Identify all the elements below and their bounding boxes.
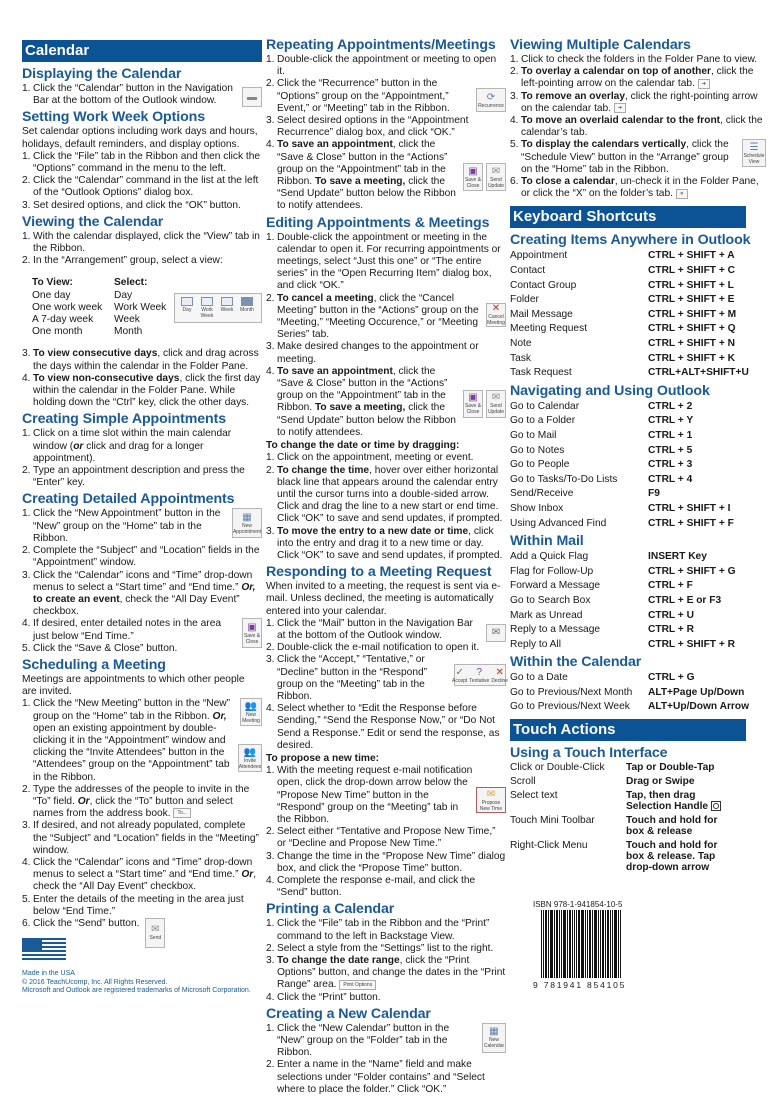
step: ✉ 1. Click the “Mail” button in the Navigation Bar at the bottom of the Outlook window. [266,618,506,642]
step: 2. Type an appointment description and press the “Enter” key. [22,465,245,489]
step: 2. Click the “Calendar” command in the list at the left of the “Outlook Options” dialog box. [22,175,259,199]
step: 1. Click the “File” tab in the Ribbon and the “Print” command to the left in Backstage View. [266,918,490,942]
respond-buttons [454,664,506,686]
steps-responding [266,618,506,752]
isbn-label: ISBN 978-1-941854-10-5 [533,900,623,909]
heading-displaying-calendar: Displaying the Calendar [22,66,182,82]
copyright: © 2016 TeachUcomp, Inc. All Rights Reserved. [22,978,168,986]
step: 6. Click the “Send” button. ✉ Send [22,918,262,948]
steps-viewing [22,231,262,268]
step: 4. Complete the response e-mail, and click the “Send” button. [266,875,476,899]
to-button-icon: To... [173,808,190,818]
steps-new-calendar [266,1023,506,1096]
step: 1. Click on a time slot within the main calendar window (or click and drag for a longer appointment). [22,428,232,464]
made-in-usa: Made in the USA [22,970,75,977]
step: 3. Change the time in the “Propose New Time” dialog box, and click the “Propose Time” button. [266,850,506,874]
send-update-icon: ✉ Send Update [486,163,506,191]
step: ✕ Cancel Meeting 2. To cancel a meeting, click the “Cancel Meeting” button in the “Actions” group on the “Meeting,” “Meeting Occurence,” or “Meeting Series” tab. [266,292,505,341]
step: 4. Click the “Print” button. [266,991,381,1003]
heading-responding: Responding to a Meeting Request [266,564,492,581]
step: ✉ Propose New Time 1. With the meeting request e-mail notification open, click the drop-down arrow below the “Propose New Time” button in the “Respond” group on the “Meeting” tab in the Ribbon. [266,765,506,826]
shortcuts-navigating: Go to Calendar CTRL + 2 Go to a Folder CTRL + Y Go to Mail CTRL + 1 Go to Notes CTRL + 5 Go to People CTRL + 3 Go to Tasks/To-Do Lists CTRL + 4 Send/Receive F9 Show Inbox CTRL + SHIFT + I Using Advanced Find CTRL + SHIFT + F [510,400,734,529]
step: 3. Set desired options, and click the “OK” button. [22,199,241,211]
step: 1. With the calendar displayed, click the “View” tab in the Ribbon. [22,230,260,255]
section-band-keyboard-shortcuts: Keyboard Shortcuts [510,206,746,228]
send-update-icon: ✉ Send Update [486,390,506,418]
steps-printing [266,918,506,1003]
invite-attendees-icon: 👥 Invite Attendees [238,744,262,772]
step: ▦ New Appointment 1. Click the “New Appointment” button in the “New” group on the “Home” tab in the Ribbon. [22,508,262,544]
step: 3. To view consecutive days, click and drag across the days within the calendar in the Folder Pane. [22,348,259,372]
footer [22,938,292,996]
step: ✓ Accept ? Tentative ✕ Decline 3. Click the “Accept,” “Tentative,” or “Decline” button in the “Respond” group on the “Meeting” tab in the Ribbon. [266,654,508,702]
save-close-icon: ▣ Save & Close [463,390,483,418]
step: 1. Double-click the appointment or meeting to open it. [266,54,497,78]
new-calendar-icon: ▦ New Calendar [482,1023,506,1053]
step: 2. Type the addresses of the people to invite in the “To” field. Or, click the “To” button and select names from the address book. To... [22,783,250,820]
step: 3. Make desired changes to the appointment or meeting. [266,341,479,365]
right-column [510,38,776,873]
heading-creating-items: Creating Items Anywhere in Outlook [510,232,751,249]
step: 3. Select desired options in the “Appointment Recurrence” dialog box, and click “OK.” [266,115,469,139]
step: ▦ New Calendar 1. Click the “New Calendar” button in the “New” group on the “Folder” tab in the Ribbon. [266,1022,505,1059]
propose-new-time-icon: ✉ Propose New Time [476,787,506,813]
step: ▣ Save & Close 4. If desired, enter detailed notes in the area just below “End Time.” [22,618,262,642]
meeting-intro: Meetings are appointments to which other people are invited. [22,673,245,698]
save-close-icon: ▣ Save & Close [242,618,262,648]
heading-viewing-calendar: Viewing the Calendar [22,213,164,230]
section-band-touch-actions: Touch Actions [510,719,746,741]
step: ⟳ Recurrence 2. Click the “Recurrence” button in the “Options” group on the “Appointment,” Event,” or “Meeting” tab in the Ribbon. [266,78,506,115]
accept-icon: ✓ Accept [452,666,468,684]
isbn-digits: 9 781941 854105 [533,980,627,990]
close-tab-icon: ✕ [676,189,688,199]
send-icon: ✉ Send [145,918,165,948]
step: 2. Select a style from the “Settings” list to the right. [266,942,494,954]
save-close-icon: ▣ Save & Close [463,163,483,191]
steps-propose [266,765,506,899]
step: 5. Enter the details of the meeting in the area just below “End Time.” [22,893,244,917]
recurrence-icon: ⟳ Recurrence [476,88,506,112]
day-view-icon: Day [177,296,197,320]
shortcuts-creating-items: Appointment CTRL + SHIFT + A Contact CTRL + SHIFT + C Contact Group CTRL + SHIFT + L Folder CTRL + SHIFT + E Mail Message CTRL + SHIFT + M Meeting Request CTRL + SHIFT + Q Note CTRL + SHIFT + N Task CTRL + SHIFT + K Task Request CTRL+ALT+SHIFT+U [510,250,749,379]
propose-heading: To propose a new time: [266,752,380,764]
selection-handle-icon [711,801,721,811]
steps-editing [266,232,506,439]
remove-overlay-arrow-icon: ➜ [614,103,626,113]
step: 2. Select either “Tentative and Propose New Time,” or “Decline and Propose New Time.” [266,826,496,850]
section-band-calendar: Calendar [22,40,262,62]
decline-icon: ✕ Decline [491,666,508,684]
step: 1. Double-click the appointment or meeting in the calendar to open it. For recurring appointments or meetings, select “Just this one” or “The entire series” in the “Open Recurring Item” dialog box, and click “OK.” [266,231,501,292]
heading-editing: Editing Appointments & Meetings [266,214,490,231]
heading-within-mail: Within Mail [510,533,584,550]
overlay-arrow-icon: ➜ [698,79,710,89]
steps-detailed [22,508,262,654]
trademark-notice: Microsoft and Outlook are registered trademarks of Microsoft Corporation. [22,987,251,995]
step: 4. To move an overlaid calendar to the front, click the calendar’s tab. [510,115,763,139]
tentative-icon: ? Tentative [469,666,490,684]
heading-within-calendar: Within the Calendar [510,654,642,671]
step: 3. To change the date range, click the “Print Options” button, and change the dates in the “Print Range” area. Print Options [266,955,506,991]
step: 👥 New Meeting 👥 Invite Attendees 1. Click the “New Meeting” button in the “New” group on the “Home” tab in the Ribbon. Or, open an existing appointment by double-clicking it in the “Appointment” window and clicking the “Invite Attendees” button in the “Attendees” group on the “Appointment” tab in the Ribbon. [22,698,262,783]
steps-work-week [22,151,262,212]
shortcuts-within-calendar: Go to a Date CTRL + G Go to Previous/Next Month ALT+Page Up/Down Go to Previous/Next Week ALT+Up/Down Arrow [510,672,750,713]
steps-displaying [22,83,262,107]
heading-printing: Printing a Calendar [266,901,395,918]
step: 2. To change the time, hover over either horizontal black line that appears around the calendar entry until the cursor turns into a double-sided arrow. Click and drag the line to a new start or end time. Click “OK” to save and send updates, if prompted. [266,464,503,525]
work-week-intro: Set calendar options including work days and hours, holidays, default reminders, and display options. [22,126,258,150]
responding-intro: When invited to a meeting, the request is sent via e-mail. Unless declined, the meeting is automatically entered into your calendar. [266,581,501,617]
touch-actions-table: Click or Double-Click Tap or Double-Tap Scroll Drag or Swipe Select text Tap, then drag Selection Handle Touch Mini Toolbar Touch and hold for box & release Right-Click Menu Touch and hold for box & release. Tap drop-down arrow [510,762,776,873]
usa-flag-icon [22,938,66,964]
heading-touch-interface: Using a Touch Interface [510,745,668,762]
step: ☰ Schedule View 5. To display the calendars vertically, click the “Schedule View” button in the “Arrange” group on the “Home” tab in the Ribbon. [510,139,765,175]
left-column [22,38,262,948]
step: 3. To move the entry to a new date or time, click into the entry and drag it to a new time or day. Click “OK” to save and send updates, if prompted. [266,525,503,561]
heading-work-week: Setting Work Week Options [22,109,206,126]
new-appointment-icon: ▦ New Appointment [232,508,262,538]
shortcuts-within-mail: Add a Quick Flag INSERT Key Flag for Follow-Up CTRL + SHIFT + G Forward a Message CTRL + F Go to Search Box CTRL + E or F3 Mark as Unread CTRL + U Reply to a Message CTRL + R Reply to All CTRL + SHIFT + R [510,551,736,650]
view-table: To View: Select: One day Day Day Work Week Week Month One work week Work Week A 7-day week Week One month Month [32,277,262,338]
month-view-icon: Month [237,296,257,320]
new-meeting-icon: 👥 New Meeting [240,698,262,726]
calendar-nav-icon: ▬ [242,87,262,107]
step: 2. In the “Arrangement” group, select a view: [22,255,223,267]
step: 4. To view non-consecutive days, click the first day within the calendar in the Folder Pane. While holding down the “Ctrl” key, click the other days. [22,372,261,409]
steps-meeting [22,698,262,948]
step: 1. Click to check the folders in the Folder Pane to view. [510,54,758,65]
step: 4. Select whether to “Edit the Response before Sending,” “Send the Response Now,” or “Do Not Send a Response.” Edit or send the response, as desired. [266,703,500,751]
heading-new-calendar: Creating a New Calendar [266,1005,431,1022]
steps-repeating [266,54,506,213]
steps-multiple [510,54,766,200]
step: 3. To remove an overlay, click the right-pointing arrow on the calendar tab. ➜ [510,90,758,114]
step: 2. Complete the “Subject” and “Location” fields in the “Appointment” window. [22,545,260,569]
drag-heading: To change the date or time by dragging: [266,440,460,452]
week-view-icon: Week [217,296,237,320]
step: ▬ 1. Click the “Calendar” button in the Navigation Bar at the bottom of the Outlook window. [22,83,262,107]
middle-column [266,38,506,1096]
step: 4. Click the “Calendar” icons and “Time” drop-down menus to select a “Start time” and “End time.” Or, check the “All Day Event” checkbox. [22,856,257,893]
barcode [541,910,643,978]
schedule-view-icon: ☰ Schedule View [742,139,766,167]
steps-viewing-cont [22,348,262,409]
isbn-block [533,900,643,991]
print-options-icon: Print Options [339,980,376,990]
heading-scheduling-meeting: Scheduling a Meeting [22,656,166,673]
step: 2. Double-click the e-mail notification to open it. [266,642,480,654]
heading-multiple-calendars: Viewing Multiple Calendars [510,37,691,53]
mail-nav-icon: ✉ [486,624,506,642]
step: 1. Click the “File” tab in the Ribbon and then click the “Options” command in the menu to the left. [22,150,261,175]
heading-simple-appointments: Creating Simple Appointments [22,411,226,428]
step: 3. If desired, and not already populated, complete the “Subject” and “Location” fields in the “Meeting” window. [22,820,259,856]
step: 3. Click the “Calendar” icons and “Time” drop-down menus to select a “Start time” and “End time.” Or, to create an event, check the “All Day Event” checkbox. [22,569,256,618]
step: ✉ Send Update ▣ Save & Close 4. To save an appointment, click the “Save & Close” button in the “Actions” group on the “Appointment” tab in the Ribbon. To save a meeting, click the “Send Update” button below the Ribbon to notify attendees. [266,365,505,438]
step: ✉ Send Update ▣ Save & Close 4. To save an appointment, click the “Save & Close” button in the “Actions” group on the “Appointment” tab in the Ribbon. To save a meeting, click the “Send Update” button below the Ribbon to notify attendees. [266,139,505,212]
arrangement-view-buttons [174,293,262,323]
step: 6. To close a calendar, un-check it in the Folder Pane, or click the “X” on the folder’s tab. ✕ [510,176,759,200]
heading-repeating: Repeating Appointments/Meetings [266,37,496,53]
step: 5. Click the “Save & Close” button. [22,642,178,654]
step: 1. Click on the appointment, meeting or event. [266,452,474,464]
heading-navigating: Navigating and Using Outlook [510,382,710,399]
steps-dragging [266,452,506,562]
work-week-view-icon: Work Week [197,296,217,320]
step: 2. Enter a name in the “Name” field and make selections under “Folder contains” and “Select where to place the folder.” Click “OK.” [266,1059,485,1095]
cancel-meeting-icon: ✕ Cancel Meeting [487,303,505,327]
steps-simple [22,428,262,489]
heading-detailed-appointments: Creating Detailed Appointments [22,491,235,508]
step: 2. To overlay a calendar on top of another, click the left-pointing arrow on the calendar tab. ➜ [510,66,754,90]
